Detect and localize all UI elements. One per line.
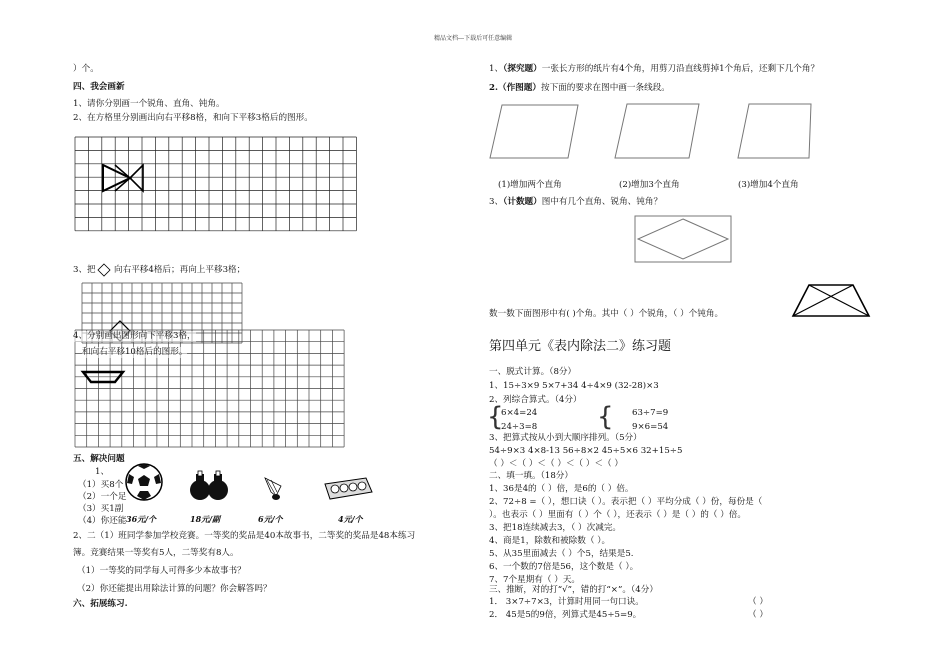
soccer-ball-icon bbox=[124, 462, 164, 502]
part1-line: 1、15÷3×9 5×7+34 4÷4×9 (32-28)×3 bbox=[489, 381, 659, 391]
ball-box-icon bbox=[322, 474, 374, 502]
fill-item: 4、商是1，除数和被除数（ ）。 bbox=[489, 536, 611, 546]
q1-tag: （探究题） bbox=[503, 64, 542, 74]
q3 bbox=[489, 197, 662, 208]
fill-item: 7、7个星期有（ ）天。 bbox=[489, 575, 581, 585]
q2-text: 按下面的要求在图中画一条线段。 bbox=[540, 83, 670, 93]
price-ball-box: 4元/个 bbox=[338, 514, 363, 524]
judge-title: 三、推断，对的打“√”，错的打“×”。（4分） bbox=[489, 585, 658, 595]
q2-caption-3: (3)增加4个直角 bbox=[738, 180, 799, 190]
q2-label: 2. bbox=[489, 83, 498, 93]
q1-label: 1、 bbox=[489, 64, 504, 74]
fill-item: 5、从35里面减去（ ）个5，结果是5. bbox=[489, 549, 634, 559]
section4-q4-line1: 4、分别画出图形向下平移3格， bbox=[73, 331, 196, 341]
page-header: 精品文档---下载后可任意编辑 bbox=[434, 35, 513, 42]
trapezoid-diagonals-figure bbox=[791, 283, 871, 319]
bowtie-figure bbox=[75, 137, 357, 234]
section5-item: （3）买1副 bbox=[78, 504, 124, 514]
fill-item: 3、把18连续减去3，（ ）次减完。 bbox=[489, 523, 622, 533]
q1-text: 一张长方形的纸片有4个角，用剪刀沿直线剪掉1个角后，还剩下几个角？ bbox=[541, 64, 820, 74]
fill-item: 1、36是4的（ ）倍，是6的（ ）倍。 bbox=[489, 484, 634, 494]
section4-title: 四、我会画新 bbox=[73, 82, 125, 92]
brace-icon: { bbox=[487, 402, 504, 432]
section5-q1-label: 1、 bbox=[95, 467, 110, 477]
section5-q2-sub2: （2）你还能提出用除法计算的问题？你会解答吗？ bbox=[77, 584, 272, 594]
q2 bbox=[489, 83, 670, 94]
price-shuttlecock: 6元/个 bbox=[258, 514, 283, 524]
q3-text: 图中有几个直角、锐角、钝角？ bbox=[541, 197, 663, 207]
section6-title: 六、拓展练习. bbox=[73, 599, 128, 609]
section4-q3-text: 向右平移4格后；再向上平移3格； bbox=[114, 265, 246, 275]
diamond-shape-icon bbox=[97, 263, 111, 277]
section5-title: 五、解决问题 bbox=[73, 454, 125, 464]
part3-line2: （ ）＜（ ）＜（ ）＜（ ）＜（ ） bbox=[489, 459, 623, 469]
section5-q2-line2: 簿。竞赛结果一等奖有5人，二等奖有8人。 bbox=[73, 548, 239, 558]
price-paddles: 18元/副 bbox=[190, 514, 221, 524]
brace-icon: { bbox=[597, 402, 614, 432]
q1 bbox=[489, 64, 819, 75]
section5-q2-line1: 2、二（1）班同学参加学校竞赛。一等奖的奖品是40本故事书，二等奖的奖品是48本练习 bbox=[73, 531, 416, 541]
q3-tag: （计数题） bbox=[503, 197, 542, 207]
part2-a1: 6×4=24 bbox=[501, 408, 538, 418]
section5-q2-sub1: （1）一等奖的同学每人可得多少本故事书？ bbox=[77, 566, 246, 576]
q3-label: 3、 bbox=[489, 197, 504, 207]
q2-caption-1: (1)增加两个直角 bbox=[498, 180, 562, 190]
judge-item: 1． 3×7÷7×3，计算时用同一句口诀。 bbox=[489, 597, 644, 607]
fill-item: 2、72÷8 =（ ），想口诀（ ）。表示把（ ）平均分成（ ）份，每份是（ bbox=[489, 497, 763, 507]
judge-answer-paren: （ ） bbox=[748, 597, 768, 607]
judge-answer-paren: （ ） bbox=[748, 610, 768, 620]
parallelogram-figure-1 bbox=[488, 103, 588, 163]
part2-title: 2、列综合算式。（4分） bbox=[489, 395, 582, 405]
unit-title: 第四单元《表内除法二》练习题 bbox=[489, 339, 672, 354]
rectangle-rhombus-figure bbox=[634, 215, 734, 265]
section4-q2: 2、在方格里分别画出向右平移8格，和向下平移3格后的图形。 bbox=[73, 113, 313, 123]
part2-b2: 9×6=54 bbox=[632, 422, 669, 432]
shuttlecock-icon bbox=[262, 476, 284, 502]
parallelogram-figure-3 bbox=[737, 103, 837, 163]
part1-title: 一、脱式计算。（8分） bbox=[489, 367, 577, 377]
ping-pong-paddles-icon bbox=[186, 470, 230, 504]
fill-item: ）。也表示（ ）里面有（ ）个（ ），还表示（ ）是（ ）的（ ）倍。 bbox=[489, 510, 747, 520]
left-top-line: ）个。 bbox=[73, 64, 99, 74]
judge-item: 2． 45是5的9倍，列算式是45÷5=9。 bbox=[489, 610, 642, 620]
price-soccer-ball: 36元/个 bbox=[126, 514, 157, 524]
q2-tag: （作图题） bbox=[497, 83, 541, 93]
part3-line1: 54÷9×3 4×8-13 56÷8×2 45÷5×6 32+15÷5 bbox=[489, 446, 683, 456]
section4-q4-line2: 和向右平移10格后的图形。 bbox=[82, 347, 188, 357]
section5-item: （4）你还能 bbox=[78, 516, 127, 526]
section4-q3-prefix: 3、把 bbox=[73, 265, 96, 275]
part2-a2: 24÷3=8 bbox=[501, 422, 538, 432]
part2-b1: 63÷7=9 bbox=[632, 408, 669, 418]
fill-title: 二、填一填。（18分） bbox=[489, 471, 573, 481]
section5-item: （1）买8个 bbox=[78, 480, 124, 490]
q3-count-line: 数一数下面图形中有( )个角。其中（ ）个锐角，（ ）个钝角。 bbox=[489, 309, 724, 319]
section5-item: （2）一个足 bbox=[78, 492, 127, 502]
section4-q1: 1、请你分别画一个锐角、直角、钝角。 bbox=[73, 99, 225, 109]
fill-item: 6、一个数的7倍是56，这个数是（ ）。 bbox=[489, 562, 639, 572]
q2-caption-2: (2)增加3个直角 bbox=[619, 180, 680, 190]
part3-title: 3、把算式按从小到大顺序排列。（5分） bbox=[489, 433, 642, 443]
parallelogram-figure-2 bbox=[613, 103, 713, 163]
